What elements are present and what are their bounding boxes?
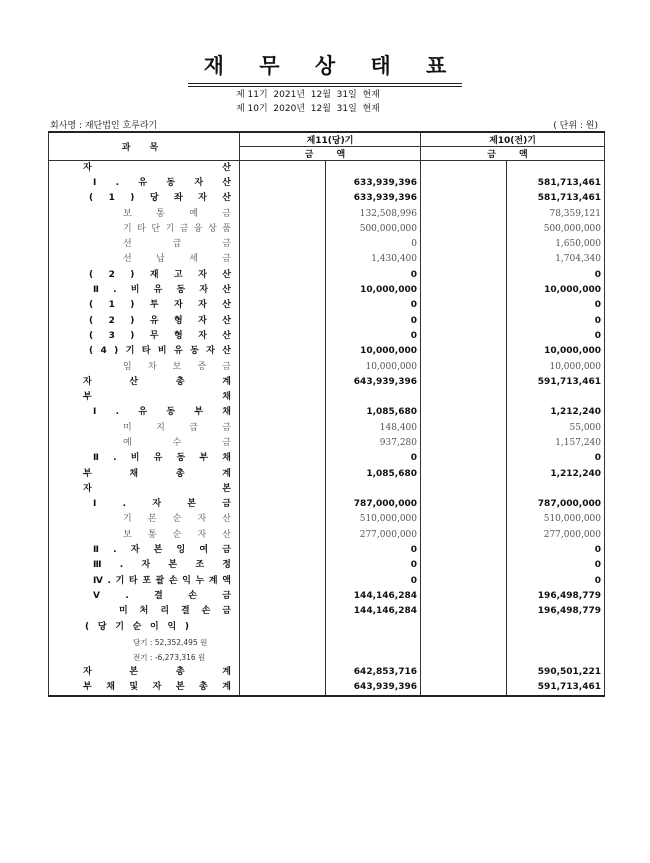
- title-block: [0, 50, 650, 87]
- current-amount: 642,853,716: [326, 665, 421, 680]
- current-amount: 0: [326, 543, 421, 558]
- period-lines: [236, 88, 380, 116]
- current-amount: [326, 482, 421, 497]
- account-label: Ⅱ . 자 본 잉 여 금: [93, 545, 231, 556]
- table-row: [49, 482, 605, 497]
- account-cell: [49, 268, 240, 283]
- current-amount: 643,939,396: [326, 681, 421, 696]
- prior-amount: 10,000,000: [507, 359, 605, 374]
- prior-amount: 591,713,461: [507, 375, 605, 390]
- current-amount: 0: [326, 558, 421, 573]
- account-cell: [49, 298, 240, 313]
- prior-amount: 0: [507, 558, 605, 573]
- prior-amount: 55,000: [507, 421, 605, 436]
- account-label: 미 지 급 금: [123, 422, 231, 433]
- table-row: [49, 650, 605, 665]
- prior-amount: 196,498,779: [507, 589, 605, 604]
- spacer-cell: [240, 635, 326, 650]
- spacer-cell: [240, 344, 326, 359]
- spacer-cell: [421, 451, 507, 466]
- prior-amount: 590,501,221: [507, 665, 605, 680]
- spacer-cell: [240, 466, 326, 481]
- current-amount: [326, 619, 421, 634]
- account-cell: [49, 589, 240, 604]
- spacer-cell: [240, 604, 326, 619]
- current-amount: 787,000,000: [326, 497, 421, 512]
- header-account: 과 목: [49, 132, 240, 161]
- spacer-cell: [240, 237, 326, 252]
- prior-amount: 1,212,240: [507, 466, 605, 481]
- spacer-cell: [421, 222, 507, 237]
- account-label: ( 3 ) 무 형 자 산: [89, 330, 231, 341]
- spacer-cell: [421, 206, 507, 221]
- account-label: 선 급 금: [123, 239, 231, 250]
- prior-amount: 581,713,461: [507, 176, 605, 191]
- account-label: Ⅱ . 비 유 동 부 채: [93, 453, 231, 464]
- prior-amount: [507, 650, 605, 665]
- spacer-cell: [421, 375, 507, 390]
- prior-amount: 1,704,340: [507, 252, 605, 267]
- account-label: 보 통 예 금: [123, 208, 231, 219]
- spacer-cell: [240, 359, 326, 374]
- account-cell: [49, 222, 240, 237]
- spacer-cell: [240, 252, 326, 267]
- account-cell: [49, 206, 240, 221]
- spacer-cell: [421, 191, 507, 206]
- spacer-cell: [421, 558, 507, 573]
- prior-amount: 0: [507, 313, 605, 328]
- spacer-cell: [240, 512, 326, 527]
- account-label: Ⅳ . 기 타 포 괄 손 익 누 계 액: [93, 575, 231, 586]
- spacer-cell: [240, 313, 326, 328]
- account-cell: [49, 176, 240, 191]
- table-row: [49, 512, 605, 527]
- account-cell: [49, 558, 240, 573]
- account-label: Ⅲ . 자 본 조 정: [93, 560, 231, 571]
- current-amount: 144,146,284: [326, 589, 421, 604]
- account-label: 부 채 총 계: [83, 468, 231, 479]
- spacer-cell: [240, 375, 326, 390]
- prior-amount: 1,157,240: [507, 436, 605, 451]
- prior-amount: [507, 635, 605, 650]
- account-label: 미 처 리 결 손 금: [119, 606, 231, 617]
- account-label: 자 산: [83, 162, 231, 173]
- table-row: [49, 604, 605, 619]
- spacer-cell: [240, 665, 326, 680]
- table-row: [49, 466, 605, 481]
- prior-amount: 78,359,121: [507, 206, 605, 221]
- current-amount: 1,085,680: [326, 466, 421, 481]
- unit-label: ( 단위 : 원): [553, 121, 598, 131]
- account-cell: [49, 619, 240, 634]
- prior-amount: 10,000,000: [507, 344, 605, 359]
- spacer-cell: [240, 390, 326, 405]
- table-row: [49, 543, 605, 558]
- account-cell: [49, 482, 240, 497]
- account-cell: [49, 451, 240, 466]
- spacer-cell: [240, 558, 326, 573]
- table-row: [49, 237, 605, 252]
- account-cell: [49, 390, 240, 405]
- table-row: [49, 298, 605, 313]
- header-prior-amount: 금 액: [421, 147, 605, 161]
- spacer-cell: [240, 405, 326, 420]
- account-cell: [49, 528, 240, 543]
- table-row: [49, 665, 605, 680]
- account-label: Ⅴ . 결 손 금: [93, 590, 231, 601]
- spacer-cell: [240, 482, 326, 497]
- current-amount: 633,939,396: [326, 176, 421, 191]
- prior-amount: [507, 390, 605, 405]
- spacer-cell: [421, 619, 507, 634]
- account-cell: [49, 237, 240, 252]
- prior-amount: [507, 161, 605, 176]
- table-row: [49, 436, 605, 451]
- table-row: [49, 589, 605, 604]
- spacer-cell: [421, 313, 507, 328]
- account-cell: [49, 512, 240, 527]
- table-row: [49, 344, 605, 359]
- current-amount: 1,085,680: [326, 405, 421, 420]
- spacer-cell: [240, 574, 326, 589]
- spacer-cell: [421, 298, 507, 313]
- account-label: 기 본 순 자 산: [123, 514, 231, 525]
- prior-amount: 591,713,461: [507, 681, 605, 696]
- prior-amount: 277,000,000: [507, 528, 605, 543]
- table-row: [49, 161, 605, 176]
- spacer-cell: [240, 283, 326, 298]
- spacer-cell: [421, 482, 507, 497]
- prior-amount: [507, 619, 605, 634]
- spacer-cell: [421, 268, 507, 283]
- table-row: [49, 283, 605, 298]
- table-row: [49, 451, 605, 466]
- table-row: [49, 313, 605, 328]
- table-row: [49, 497, 605, 512]
- spacer-cell: [240, 298, 326, 313]
- spacer-cell: [240, 619, 326, 634]
- table-row: [49, 176, 605, 191]
- table-row: [49, 574, 605, 589]
- table-row: [49, 681, 605, 696]
- spacer-cell: [421, 528, 507, 543]
- current-amount: 10,000,000: [326, 359, 421, 374]
- current-amount: [326, 635, 421, 650]
- prior-amount: 0: [507, 298, 605, 313]
- account-cell: [49, 635, 240, 650]
- current-amount: 10,000,000: [326, 283, 421, 298]
- spacer-cell: [240, 650, 326, 665]
- account-cell: [49, 191, 240, 206]
- account-cell: [49, 543, 240, 558]
- prior-amount: 0: [507, 574, 605, 589]
- current-amount: 0: [326, 451, 421, 466]
- account-label: 당기 : 52,352,495 원: [133, 637, 208, 647]
- prior-amount: 0: [507, 268, 605, 283]
- current-amount: 0: [326, 313, 421, 328]
- table-row: [49, 619, 605, 634]
- account-label: 자 본: [83, 483, 231, 494]
- header-prior-period: 제10(전)기: [421, 132, 605, 147]
- table-header: [49, 132, 605, 161]
- account-cell: [49, 405, 240, 420]
- spacer-cell: [240, 451, 326, 466]
- account-cell: [49, 665, 240, 680]
- current-amount: 510,000,000: [326, 512, 421, 527]
- account-label: ( 2 ) 재 고 자 산: [89, 269, 231, 280]
- table-row: [49, 206, 605, 221]
- header-current-period: 제11(당)기: [240, 132, 421, 147]
- spacer-cell: [421, 390, 507, 405]
- account-label: Ⅰ . 유 동 자 산: [93, 177, 231, 188]
- current-amount: 937,280: [326, 436, 421, 451]
- prior-amount: [507, 482, 605, 497]
- spacer-cell: [421, 466, 507, 481]
- account-cell: [49, 359, 240, 374]
- prior-amount: 787,000,000: [507, 497, 605, 512]
- prior-amount: 581,713,461: [507, 191, 605, 206]
- spacer-cell: [240, 543, 326, 558]
- current-amount: 277,000,000: [326, 528, 421, 543]
- current-amount: 10,000,000: [326, 344, 421, 359]
- account-label: Ⅰ . 유 동 부 채: [93, 407, 231, 418]
- prior-amount: 500,000,000: [507, 222, 605, 237]
- header-current-amount: 금 액: [240, 147, 421, 161]
- spacer-cell: [421, 252, 507, 267]
- account-cell: [49, 344, 240, 359]
- account-cell: [49, 252, 240, 267]
- account-label: ( 1 ) 당 좌 자 산: [89, 193, 231, 204]
- spacer-cell: [421, 436, 507, 451]
- account-cell: [49, 283, 240, 298]
- spacer-cell: [240, 528, 326, 543]
- prior-amount: 0: [507, 329, 605, 344]
- balance-sheet-table: [48, 131, 605, 697]
- current-amount: 144,146,284: [326, 604, 421, 619]
- spacer-cell: [421, 635, 507, 650]
- account-label: 임 차 보 증 금: [123, 361, 231, 372]
- spacer-cell: [240, 206, 326, 221]
- current-amount: 0: [326, 237, 421, 252]
- spacer-cell: [240, 222, 326, 237]
- account-cell: [49, 313, 240, 328]
- spacer-cell: [240, 681, 326, 696]
- prior-amount: 10,000,000: [507, 283, 605, 298]
- spacer-cell: [421, 650, 507, 665]
- table-row: [49, 359, 605, 374]
- table-row: [49, 528, 605, 543]
- account-cell: [49, 681, 240, 696]
- account-label: ( 1 ) 투 자 자 산: [89, 300, 231, 311]
- spacer-cell: [421, 359, 507, 374]
- account-cell: [49, 421, 240, 436]
- spacer-cell: [421, 344, 507, 359]
- current-amount: 0: [326, 329, 421, 344]
- spacer-cell: [421, 665, 507, 680]
- account-label: ( 당 기 순 이 익 ): [85, 621, 189, 632]
- account-label: 선 납 세 금: [123, 254, 231, 265]
- account-label: Ⅰ . 자 본 금: [93, 499, 231, 510]
- table-row: [49, 421, 605, 436]
- spacer-cell: [421, 237, 507, 252]
- account-label: ( 4 ) 기 타 비 유 동 자 산: [89, 346, 231, 357]
- spacer-cell: [240, 589, 326, 604]
- account-cell: [49, 161, 240, 176]
- account-label: 자 본 총 계: [83, 667, 231, 678]
- current-amount: 132,508,996: [326, 206, 421, 221]
- table-row: [49, 405, 605, 420]
- account-cell: [49, 650, 240, 665]
- spacer-cell: [240, 421, 326, 436]
- spacer-cell: [240, 191, 326, 206]
- account-label: 기 타 단 기 금 융 상 품: [123, 223, 231, 234]
- current-amount: 633,939,396: [326, 191, 421, 206]
- current-amount: 643,939,396: [326, 375, 421, 390]
- spacer-cell: [421, 574, 507, 589]
- account-label: 부 채: [83, 392, 231, 403]
- account-label: ( 2 ) 유 형 자 산: [89, 315, 231, 326]
- account-cell: [49, 604, 240, 619]
- prior-amount: 510,000,000: [507, 512, 605, 527]
- spacer-cell: [421, 176, 507, 191]
- account-label: 부 채 및 자 본 총 계: [83, 682, 231, 693]
- current-amount: 0: [326, 268, 421, 283]
- account-label: Ⅱ . 비 유 동 자 산: [93, 285, 231, 296]
- table-row: [49, 375, 605, 390]
- spacer-cell: [240, 436, 326, 451]
- table-body: [49, 161, 605, 696]
- account-cell: [49, 329, 240, 344]
- prior-amount: 1,650,000: [507, 237, 605, 252]
- spacer-cell: [421, 497, 507, 512]
- company-name: 회사명 : 재단법인 호루라기: [50, 121, 158, 131]
- document-title: 재 무 상 태 표: [188, 50, 463, 87]
- table-row: [49, 329, 605, 344]
- account-label: 보 통 순 자 산: [123, 529, 231, 540]
- account-label: 예 수 금: [123, 437, 231, 448]
- current-amount: [326, 161, 421, 176]
- spacer-cell: [421, 543, 507, 558]
- table-row: [49, 252, 605, 267]
- account-cell: [49, 436, 240, 451]
- period-prior: 제 10기 2020년 12월 31일 현재: [236, 104, 380, 114]
- account-label: 자 산 총 계: [83, 376, 231, 387]
- account-cell: [49, 574, 240, 589]
- period-current: 제 11기 2021년 12월 31일 현재: [236, 90, 380, 100]
- spacer-cell: [421, 589, 507, 604]
- spacer-cell: [421, 405, 507, 420]
- spacer-cell: [421, 421, 507, 436]
- spacer-cell: [240, 161, 326, 176]
- spacer-cell: [421, 329, 507, 344]
- table-row: [49, 222, 605, 237]
- spacer-cell: [240, 176, 326, 191]
- current-amount: 500,000,000: [326, 222, 421, 237]
- account-label: 전기 : -6,273,316 원: [133, 653, 206, 663]
- account-cell: [49, 375, 240, 390]
- spacer-cell: [240, 329, 326, 344]
- current-amount: 148,400: [326, 421, 421, 436]
- table-row: [49, 390, 605, 405]
- current-amount: 1,430,400: [326, 252, 421, 267]
- prior-amount: 1,212,240: [507, 405, 605, 420]
- prior-amount: 0: [507, 543, 605, 558]
- spacer-cell: [421, 161, 507, 176]
- current-amount: 0: [326, 574, 421, 589]
- current-amount: 0: [326, 298, 421, 313]
- table-row: [49, 558, 605, 573]
- account-cell: [49, 466, 240, 481]
- current-amount: [326, 650, 421, 665]
- spacer-cell: [421, 512, 507, 527]
- account-cell: [49, 497, 240, 512]
- table-row: [49, 191, 605, 206]
- table-row: [49, 268, 605, 283]
- spacer-cell: [421, 604, 507, 619]
- spacer-cell: [421, 283, 507, 298]
- spacer-cell: [240, 497, 326, 512]
- table-row: [49, 635, 605, 650]
- prior-amount: 196,498,779: [507, 604, 605, 619]
- spacer-cell: [240, 268, 326, 283]
- current-amount: [326, 390, 421, 405]
- prior-amount: 0: [507, 451, 605, 466]
- spacer-cell: [421, 681, 507, 696]
